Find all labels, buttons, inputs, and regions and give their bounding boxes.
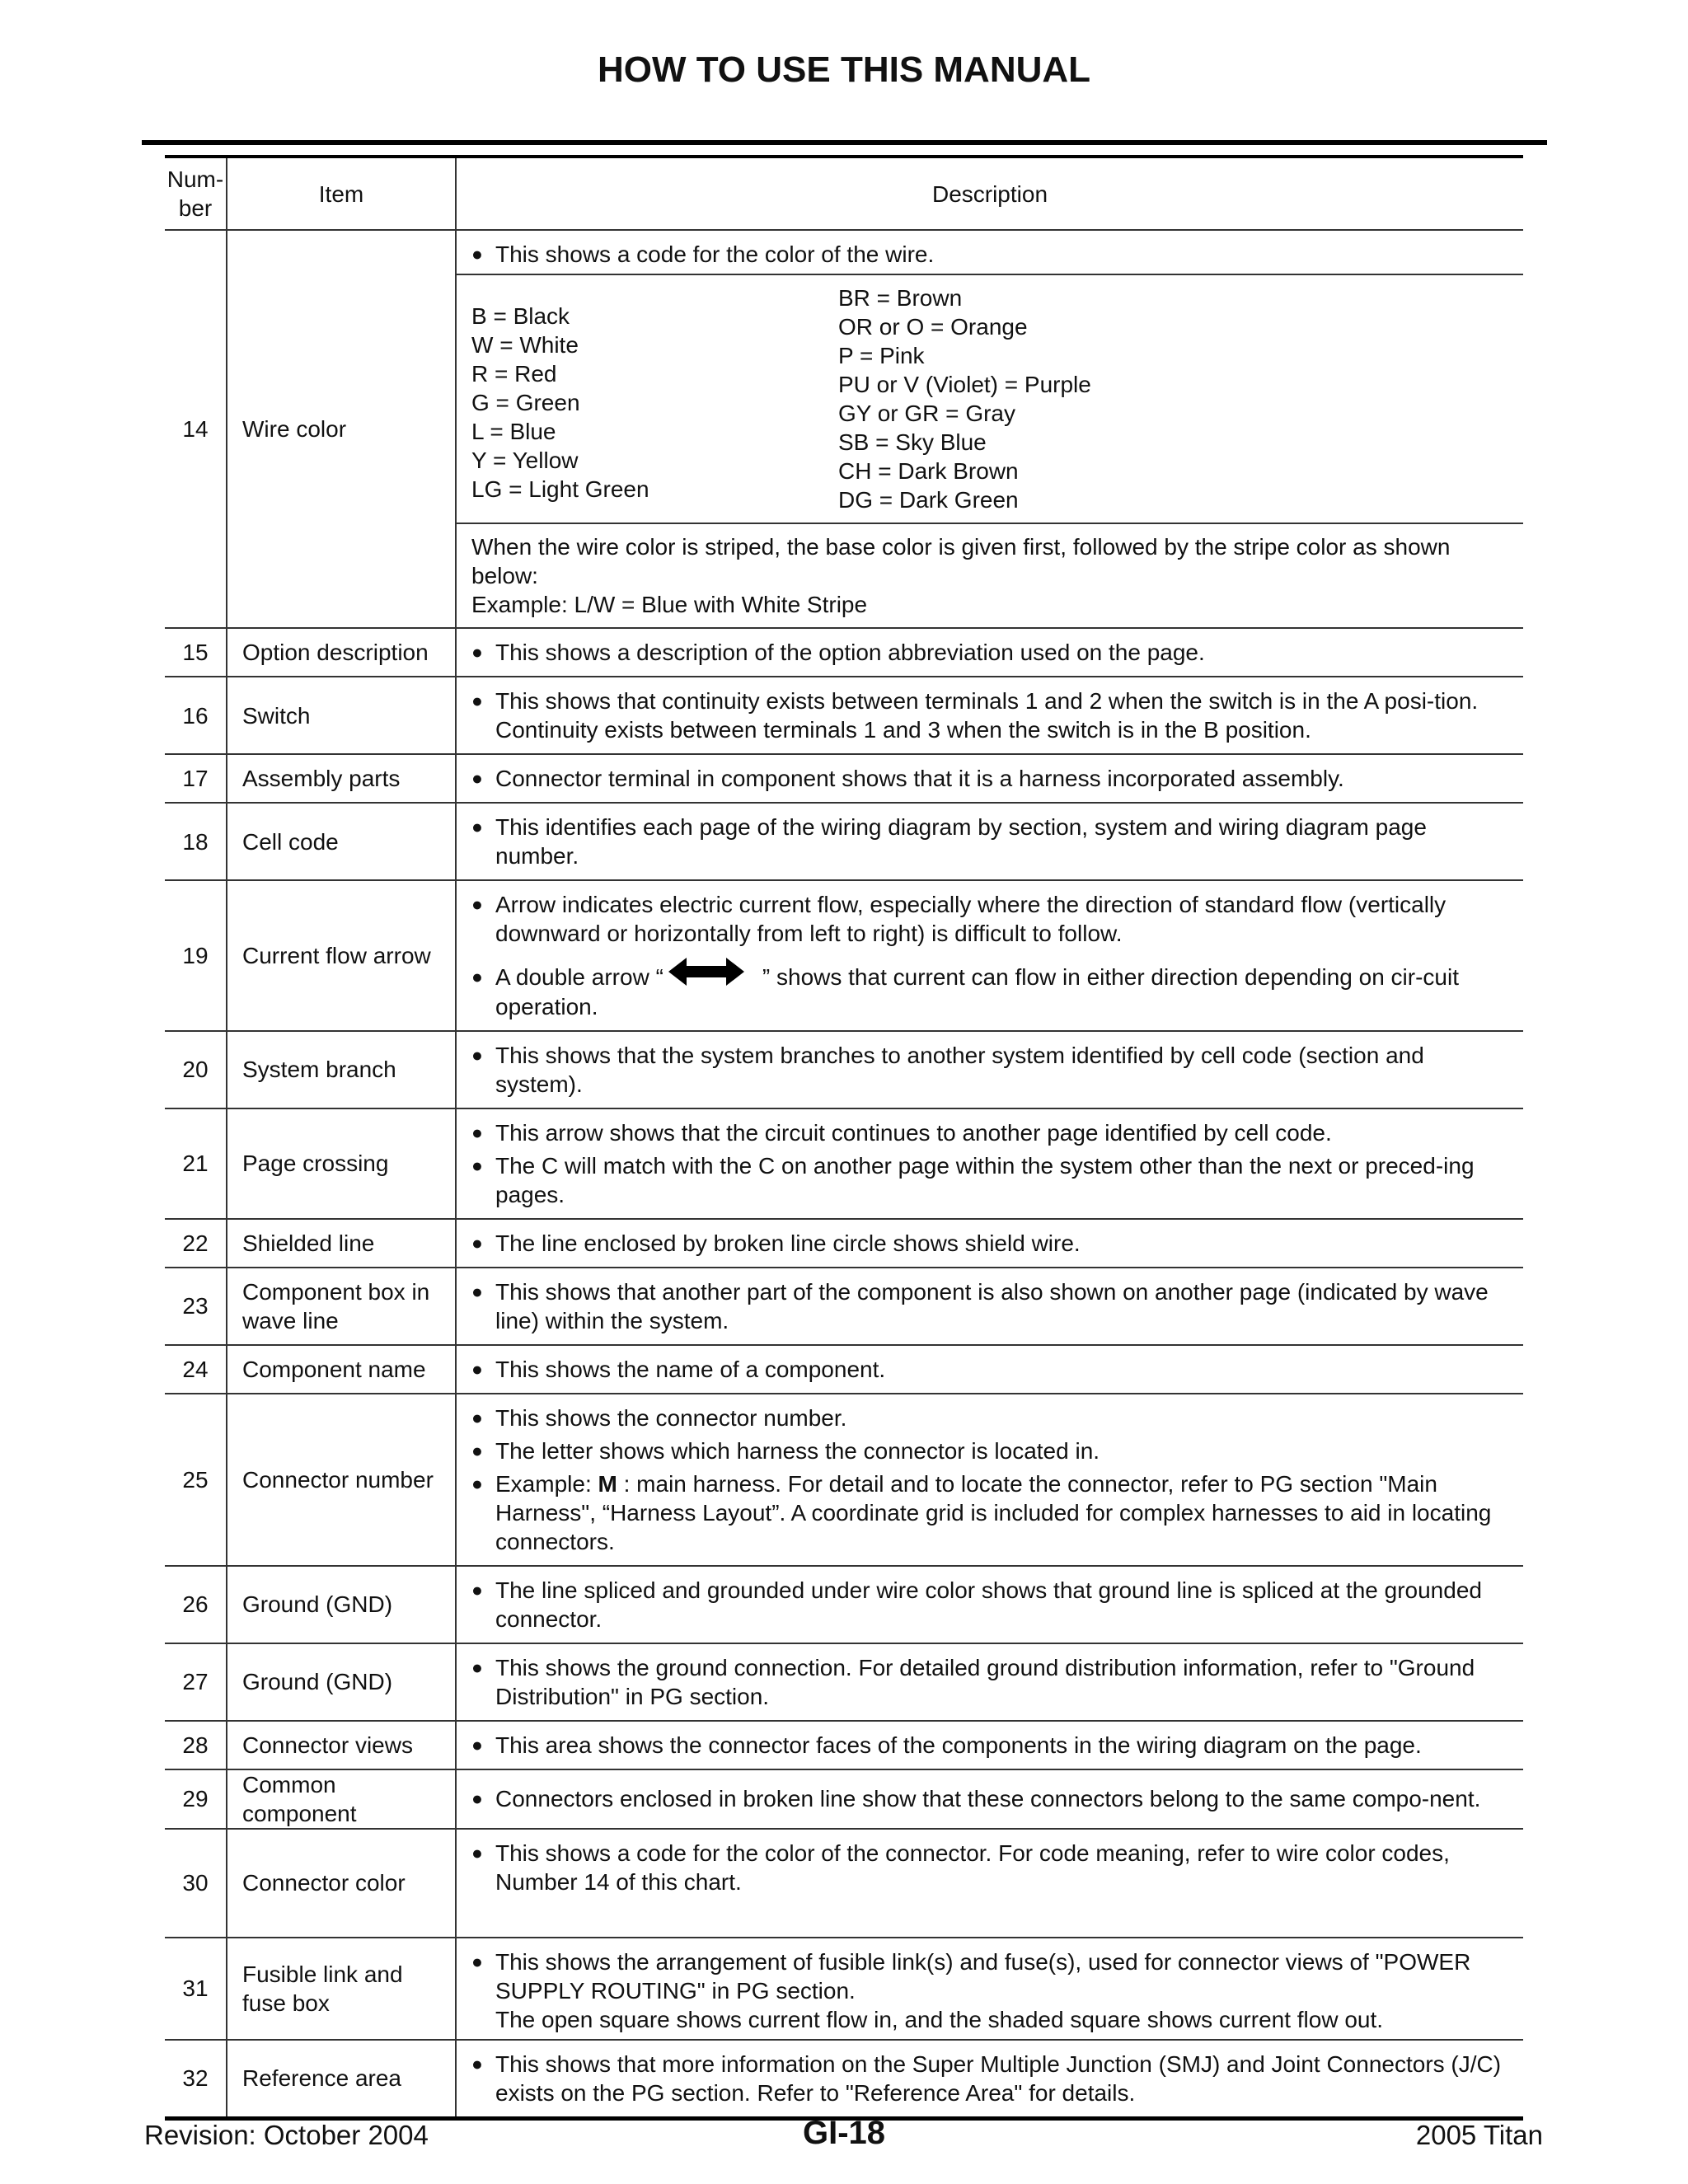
footer-model: 2005 Titan xyxy=(1415,2120,1543,2150)
color-code: G = Green xyxy=(471,390,580,415)
double-arrow-bullet xyxy=(471,963,1508,1021)
row-number: 16 xyxy=(165,677,227,754)
bullet-text: ● Arrow indicates electric current flow, especially where the direction of standard flow (vertically downward or horizontally from left to right) is difficult to follow. xyxy=(471,890,1508,948)
color-code: GY or GR = Gray xyxy=(838,401,1015,426)
row-number: 29 xyxy=(165,1769,227,1829)
wire-color-codes xyxy=(457,274,1523,518)
header-number: Num- ber xyxy=(165,157,227,230)
bullet-text: ● The letter shows which harness the connector is located in. xyxy=(471,1436,1508,1465)
table-row-31 xyxy=(165,1938,1523,2040)
bullet-text xyxy=(471,1947,1508,2005)
bullet-text: ● This shows that the system branches to another system identified by cell code (section and system). xyxy=(471,1041,1508,1099)
color-code: PU or V (Violet) = Purple xyxy=(838,372,1091,397)
table-header-row xyxy=(165,157,1523,230)
row-description xyxy=(456,1829,1523,1938)
table-row-17 xyxy=(165,754,1523,803)
table-row-32 xyxy=(165,2040,1523,2119)
table-row-28 xyxy=(165,1721,1523,1769)
stripe-explanation xyxy=(457,523,1523,622)
row-item: Cell code xyxy=(227,803,456,880)
color-code: OR or O = Orange xyxy=(838,314,1028,340)
title-rule xyxy=(142,140,1547,145)
row-description xyxy=(456,1031,1523,1108)
table-row-26 xyxy=(165,1566,1523,1643)
row-description xyxy=(456,754,1523,803)
table-row-27 xyxy=(165,1643,1523,1721)
row-description xyxy=(456,1721,1523,1769)
table-row-21 xyxy=(165,1108,1523,1219)
color-code: CH = Dark Brown xyxy=(838,458,1019,484)
table-row-22 xyxy=(165,1219,1523,1268)
color-code: DG = Dark Green xyxy=(838,487,1019,513)
table-row-16 xyxy=(165,677,1523,754)
table-row-20 xyxy=(165,1031,1523,1108)
row-number: 15 xyxy=(165,628,227,677)
row-description xyxy=(456,803,1523,880)
row-number: 18 xyxy=(165,803,227,880)
row-number: 32 xyxy=(165,2040,227,2119)
row-description xyxy=(456,1643,1523,1721)
stripe-note: When the wire color is striped, the base color is given first, followed by the stripe color as shown below: xyxy=(471,534,1451,588)
row-item: Ground (GND) xyxy=(227,1643,456,1721)
row-item: Shielded line xyxy=(227,1219,456,1268)
header-item: Item xyxy=(227,157,456,230)
row-number: 20 xyxy=(165,1031,227,1108)
color-code: B = Black xyxy=(471,303,570,329)
bullet-text: ● Connectors enclosed in broken line show that these connectors belong to the same compo-nent. xyxy=(471,1784,1508,1813)
double-arrow-icon xyxy=(668,958,744,992)
row-number: 23 xyxy=(165,1268,227,1345)
row-description xyxy=(456,677,1523,754)
bullet-text: ● This arrow shows that the circuit continues to another page identified by cell code. xyxy=(471,1118,1508,1147)
row-item: System branch xyxy=(227,1031,456,1108)
footer-page-number: GI-18 xyxy=(802,2115,886,2151)
row-number: 26 xyxy=(165,1566,227,1643)
example-bullet xyxy=(471,1469,1508,1556)
bullet-continuation: The open square shows current flow in, and the shaded square shows current flow out. xyxy=(495,2006,1384,2032)
table-row-23 xyxy=(165,1268,1523,1345)
row-item: Current flow arrow xyxy=(227,880,456,1031)
row-number: 31 xyxy=(165,1938,227,2040)
bullet-text: ● The C will match with the C on another page within the system other than the next or preced-ing pages. xyxy=(471,1151,1508,1209)
row-number: 24 xyxy=(165,1345,227,1394)
row-item: Connector views xyxy=(227,1721,456,1769)
row-number: 28 xyxy=(165,1721,227,1769)
bullet-text: ● This shows the name of a component. xyxy=(471,1355,1508,1384)
header-description: Description xyxy=(456,157,1523,230)
row-description xyxy=(456,1566,1523,1643)
bullet-text: ● This shows that another part of the component is also shown on another page (indicated by wave line) within the system. xyxy=(471,1277,1508,1335)
bullet-text: ● This shows that more information on the Super Multiple Junction (SMJ) and Joint Connectors (J/C) exists on the PG section. Refer to "Reference Area" for details. xyxy=(471,2050,1508,2107)
color-codes-left xyxy=(471,284,838,514)
color-codes-right xyxy=(838,284,1091,514)
row-description xyxy=(456,2040,1523,2119)
row-item: Component name xyxy=(227,1345,456,1394)
bullet-main: This shows the arrangement of fusible link(s) and fuse(s), used for connector views of "POWER SUPPLY ROUTING" in PG section. xyxy=(495,1948,1471,2004)
row-item: Fusible link and fuse box xyxy=(227,1938,456,2040)
row-number: 22 xyxy=(165,1219,227,1268)
row-item: Connector color xyxy=(227,1829,456,1938)
row-number: 30 xyxy=(165,1829,227,1938)
table-row-19 xyxy=(165,880,1523,1031)
bullet-text: ● This shows the ground connection. For detailed ground distribution information, refer to "Ground Distribution" in PG section. xyxy=(471,1653,1508,1711)
manual-table xyxy=(165,155,1523,2121)
row-description xyxy=(456,1394,1523,1566)
row-number: 25 xyxy=(165,1394,227,1566)
bullet-text: ● This shows a code for the color of the wire. xyxy=(471,240,1508,269)
row-number: 17 xyxy=(165,754,227,803)
row-description xyxy=(456,1769,1523,1829)
bullet-text: ● The line enclosed by broken line circle shows shield wire. xyxy=(471,1229,1508,1258)
row-number: 19 xyxy=(165,880,227,1031)
color-code: L = Blue xyxy=(471,419,556,444)
row-description xyxy=(456,1268,1523,1345)
row-description xyxy=(456,1938,1523,2040)
color-code: W = White xyxy=(471,332,579,358)
table-row-29 xyxy=(165,1769,1523,1829)
row-description xyxy=(456,1345,1523,1394)
row-item: Wire color xyxy=(227,230,456,628)
row-item: Page crossing xyxy=(227,1108,456,1219)
example-label: Example: xyxy=(495,1470,598,1497)
color-code: LG = Light Green xyxy=(471,476,649,502)
row-item: Reference area xyxy=(227,2040,456,2119)
bullet-text: ● This identifies each page of the wiring diagram by section, system and wiring diagram page number. xyxy=(471,813,1508,870)
harness-letter: M xyxy=(598,1470,617,1497)
table-row-25 xyxy=(165,1394,1523,1566)
row-number: 14 xyxy=(165,230,227,628)
row-item: Component box in wave line xyxy=(227,1268,456,1345)
bullet-text: ● This shows that continuity exists between terminals 1 and 2 when the switch is in the A posi-tion. Continuity exists between terminals 1 and 3 when the switch is in the B position. xyxy=(471,687,1508,744)
example-text: : main harness. For detail and to locate the connector, refer to PG section "Main Harness", “Harness Layout”. A coordinate grid is included for complex harnesses to aid in locating connectors. xyxy=(495,1470,1492,1554)
bullet-text: ● This area shows the connector faces of the components in the wiring diagram on the page. xyxy=(471,1731,1508,1760)
table-row-15 xyxy=(165,628,1523,677)
bullet-text: ● This shows a code for the color of the connector. For code meaning, refer to wire color codes, Number 14 of this chart. xyxy=(471,1839,1508,1896)
table-row-18 xyxy=(165,803,1523,880)
table-row-14 xyxy=(165,230,1523,628)
color-code: Y = Yellow xyxy=(471,448,579,473)
table-row-30 xyxy=(165,1829,1523,1938)
row-item: Connector number xyxy=(227,1394,456,1566)
footer-revision: Revision: October 2004 xyxy=(144,2120,429,2150)
row-number: 21 xyxy=(165,1108,227,1219)
color-code: R = Red xyxy=(471,361,557,387)
row-item: Ground (GND) xyxy=(227,1566,456,1643)
row-item: Common component xyxy=(227,1769,456,1829)
color-code: P = Pink xyxy=(838,343,925,368)
row-description xyxy=(456,880,1523,1031)
row-description xyxy=(456,1108,1523,1219)
bullet-text: ● This shows a description of the option abbreviation used on the page. xyxy=(471,638,1508,667)
row-description xyxy=(456,230,1523,628)
row-description xyxy=(456,628,1523,677)
color-code: SB = Sky Blue xyxy=(838,429,987,455)
row-item: Option description xyxy=(227,628,456,677)
page-title: HOW TO USE THIS MANUAL xyxy=(597,49,1091,90)
color-code: BR = Brown xyxy=(838,285,963,311)
bullet-text: ● This shows the connector number. xyxy=(471,1404,1508,1432)
stripe-example: Example: L/W = Blue with White Stripe xyxy=(471,592,868,617)
bullet-text: ● The line spliced and grounded under wire color shows that ground line is spliced at the grounded connector. xyxy=(471,1576,1508,1633)
row-number: 27 xyxy=(165,1643,227,1721)
row-item: Assembly parts xyxy=(227,754,456,803)
table-row-24 xyxy=(165,1345,1523,1394)
row-item: Switch xyxy=(227,677,456,754)
bullet-text: ● Connector terminal in component shows that it is a harness incorporated assembly. xyxy=(471,764,1508,793)
row-description xyxy=(456,1219,1523,1268)
arrow-text-after: ” shows that current can flow in either direction depending on cir-cuit operation. xyxy=(495,964,1459,1019)
arrow-text-before: A double arrow “ xyxy=(495,964,663,990)
